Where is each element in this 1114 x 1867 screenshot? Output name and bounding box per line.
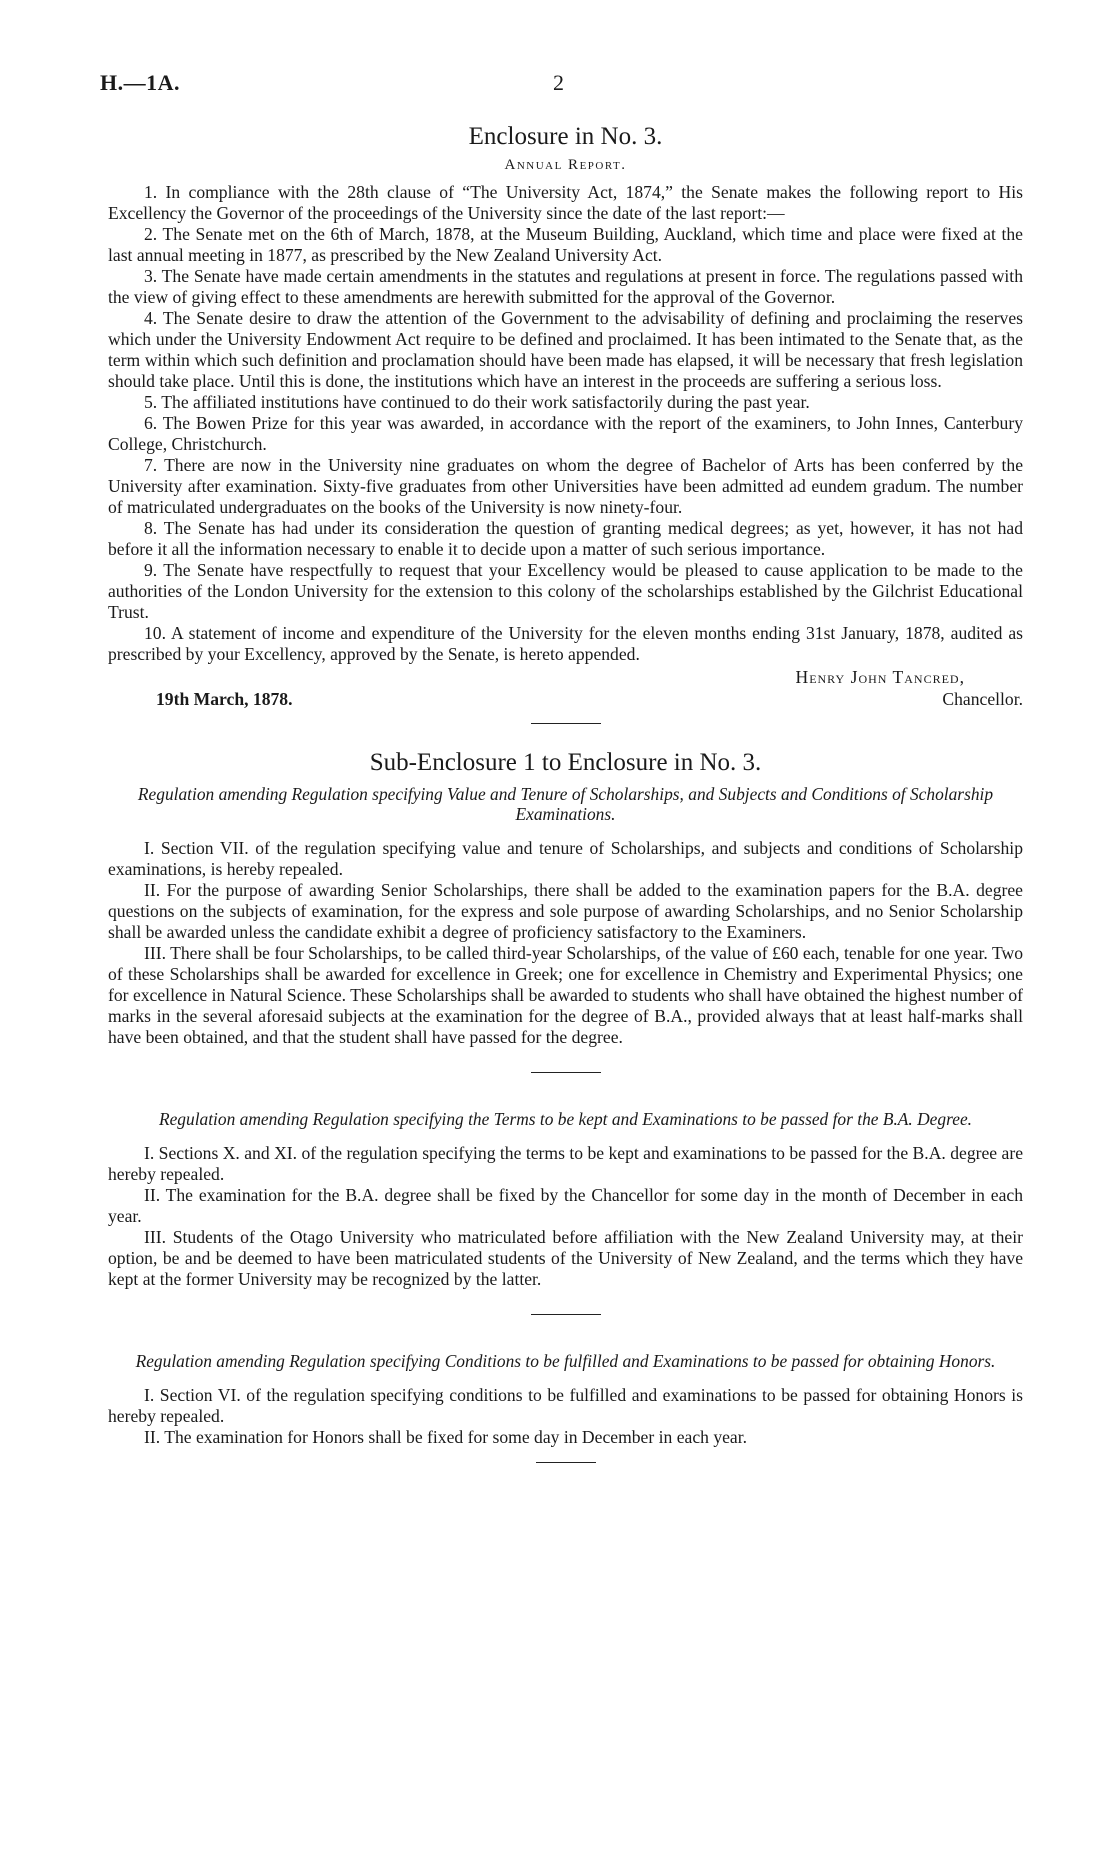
- sub-enclosure-title: Sub-Enclosure 1 to Enclosure in No. 3.: [369, 749, 762, 776]
- regulation-body: [108, 1385, 1023, 1448]
- annual-report-body: [108, 182, 1023, 665]
- regulation-paragraph: I. Section VI. of the regulation specifying conditions to be fulfilled and examinations to be passed for obtaining Honors is hereby repealed.: [108, 1385, 1023, 1426]
- report-paragraph: 10. A statement of income and expenditure of the University for the eleven months ending 31st January, 1878, audited as prescribed by your Excellency, approved by the Senate, is hereto appended.: [108, 623, 1023, 664]
- regulation-paragraph: I. Section VII. of the regulation specifying value and tenure of Scholarships, and subjects and conditions of Scholarship examinations, is hereby repealed.: [108, 838, 1023, 879]
- page-number: 2: [553, 70, 564, 95]
- report-paragraph: 1. In compliance with the 28th clause of “The University Act, 1874,” the Senate makes the following report to His Excellency the Governor of the proceedings of the University since the date of the last report:—: [108, 182, 1023, 223]
- regulation-title: Regulation amending Regulation specifying the Terms to be kept and Examinations to be passed for the B.A. Degree.: [158, 1109, 973, 1129]
- document-reference: H.—1A.: [100, 70, 180, 95]
- end-divider: [536, 1462, 596, 1463]
- signature-date: 19th March, 1878.: [156, 689, 293, 709]
- enclosure-title: Enclosure in No. 3.: [468, 123, 663, 150]
- report-paragraph: 4. The Senate desire to draw the attention of the Government to the advisability of defining and proclaiming the reserves which under the University Endowment Act require to be defined and proclaimed. It has been intimated to the Senate that, as the term within which such definition and proclamation should have been made has elapsed, it will be necessary that fresh legislation should take place. Until this is done, the institutions which have an interest in the proceeds are suffering a serious loss.: [108, 308, 1023, 391]
- regulation-body: [108, 1143, 1023, 1290]
- signature-block: [108, 667, 1023, 711]
- regulation-paragraph: II. The examination for Honors shall be fixed for some day in December in each year.: [144, 1427, 748, 1447]
- regulation-title: Regulation amending Regulation specifying Conditions to be fulfilled and Examinations to be passed for obtaining Honors.: [135, 1351, 996, 1371]
- enclosure-subtitle: Annual Report.: [504, 157, 627, 173]
- report-paragraph: 2. The Senate met on the 6th of March, 1878, at the Museum Building, Auckland, which time and place were fixed at the last annual meeting in 1877, as prescribed by the New Zealand University Act.: [108, 224, 1023, 265]
- signatory-name: Henry John Tancred,: [795, 667, 965, 687]
- signatory-role: Chancellor.: [942, 689, 1023, 709]
- regulation-body: [108, 838, 1023, 1048]
- section-divider: [531, 1314, 601, 1315]
- page-content: [108, 118, 1023, 1463]
- report-paragraph: 9. The Senate have respectfully to request that your Excellency would be pleased to cause application to be made to the authorities of the London University for the extension to this colony of the scholarships established by the Gilchrist Educational Trust.: [108, 560, 1023, 622]
- regulation-paragraph: III. There shall be four Scholarships, to be called third-year Scholarships, of the value of £60 each, tenable for one year. Two of these Scholarships shall be awarded for excellence in Greek; one for excellence in Chemistry and Experimental Physics; one for excellence in Natural Science. These Scholarships shall be awarded to students who shall have obtained the highest number of marks in the several aforesaid subjects at the examination for the degree of B.A., provided always that at least half-marks shall have been obtained, and that the student shall have passed for the degree.: [108, 943, 1023, 1047]
- regulation-paragraph: I. Sections X. and XI. of the regulation specifying the terms to be kept and examinations to be passed for the B.A. degree are hereby repealed.: [108, 1143, 1023, 1184]
- regulation-title: Regulation amending Regulation specifying Value and Tenure of Scholarships, and Subjects and Conditions of Scholarship Examinations.: [137, 784, 994, 824]
- report-paragraph: 3. The Senate have made certain amendments in the statutes and regulations at present in force. The regulations passed with the view of giving effect to these amendments are herewith submitted for the approval of the Governor.: [108, 266, 1023, 307]
- regulation-paragraph: II. For the purpose of awarding Senior Scholarships, there shall be added to the examination papers for the B.A. degree questions on the subjects of examination, for the express and sole purpose of awarding Scholarships, and no Senior Scholarship shall be awarded unless the candidate exhibit a degree of proficiency satisfactory to the Examiners.: [108, 880, 1023, 942]
- regulation-paragraph: III. Students of the Otago University who matriculated before affiliation with the New Zealand University may, at their option, be and be deemed to have been matriculated students of the University of New Zealand, and the terms which they have kept at the former University may be recognized by the latter.: [108, 1227, 1023, 1289]
- report-paragraph: 7. There are now in the University nine graduates on whom the degree of Bachelor of Arts has been conferred by the University after examination. Sixty-five graduates from other Universities have been admitted ad eundem gradum. The number of matriculated undergraduates on the books of the University is now ninety-four.: [108, 455, 1023, 517]
- report-paragraph: 8. The Senate has had under its consideration the question of granting medical degrees; as yet, however, it has not had before it all the information necessary to enable it to decide upon a matter of such serious importance.: [108, 518, 1023, 559]
- report-paragraph: 6. The Bowen Prize for this year was awarded, in accordance with the report of the examiners, to John Innes, Canterbury College, Christchurch.: [108, 413, 1023, 454]
- section-divider: [531, 723, 601, 724]
- report-paragraph: 5. The affiliated institutions have continued to do their work satisfactorily during the past year.: [144, 392, 810, 412]
- regulation-paragraph: II. The examination for the B.A. degree shall be fixed by the Chancellor for some day in the month of December in each year.: [108, 1185, 1023, 1226]
- section-divider: [531, 1072, 601, 1073]
